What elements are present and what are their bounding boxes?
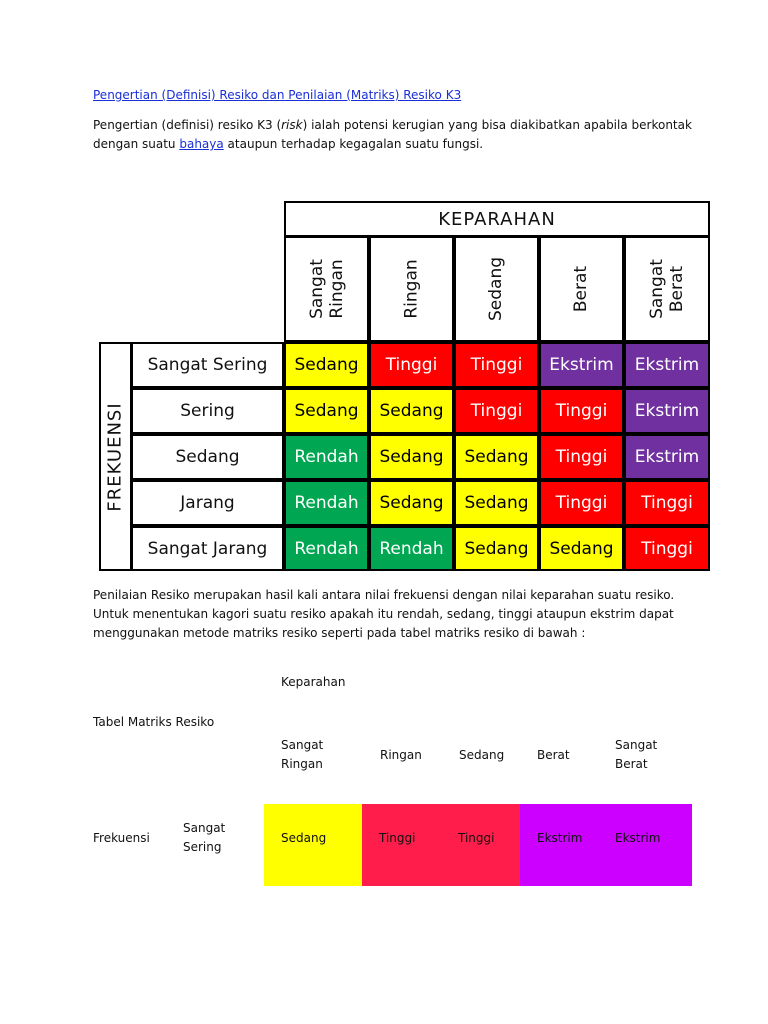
frekuensi-header [99, 342, 132, 571]
frequency-row-label: Sedang [131, 434, 284, 480]
risk-italic: risk [281, 118, 303, 132]
intro-line-1: Pengertian (definisi) resiko K3 (risk) ialah potensi kerugian yang bisa diakibatkan apabila berkontak [93, 118, 692, 132]
keparahan-header: KEPARAHAN [284, 201, 710, 237]
small-risk-cell [264, 804, 362, 886]
severity-column-label: Sangat Ringan [306, 259, 347, 319]
small-risk-cell [598, 804, 692, 886]
severity-column-header [624, 236, 710, 342]
risk-cell: Sedang [454, 434, 539, 480]
risk-cell: Rendah [284, 480, 369, 526]
small-table-title: Tabel Matriks Resiko [93, 715, 215, 729]
risk-cell: Sedang [454, 526, 539, 571]
small-keparahan-label: Keparahan [281, 675, 346, 689]
severity-column-label: Ringan [401, 259, 422, 319]
risk-cell: Sedang [369, 480, 454, 526]
risk-cell: Tinggi [539, 388, 624, 434]
frekuensi-label: FREKUENSI [104, 401, 126, 512]
small-risk-cell-label: Ekstrim [615, 831, 661, 845]
small-column-header: Sangat Berat [615, 738, 658, 771]
risk-cell: Sedang [454, 480, 539, 526]
small-risk-cell [441, 804, 520, 886]
small-risk-cell [520, 804, 598, 886]
frequency-row-label: Sering [131, 388, 284, 434]
risk-cell: Sedang [539, 526, 624, 571]
small-risk-cell-label: Tinggi [379, 831, 416, 845]
small-column-header: Ringan [380, 748, 422, 762]
assessment-line: menggunakan metode matriks resiko seperti pada tabel matriks resiko di bawah : [93, 626, 586, 640]
small-risk-cell [362, 804, 441, 886]
severity-column-label: Berat [571, 265, 592, 313]
assessment-line: Penilaian Resiko merupakan hasil kali antara nilai frekuensi dengan nilai keparahan suatu resiko. [93, 588, 675, 602]
assessment-line: Untuk menentukan kagori suatu resiko apakah itu rendah, sedang, tinggi ataupun ekstrim dapat [93, 607, 674, 621]
bahaya-link[interactable]: bahaya [179, 137, 224, 151]
risk-cell: Ekstrim [539, 342, 624, 388]
small-row-label: Sangat Sering [183, 821, 226, 854]
small-risk-cell-label: Tinggi [458, 831, 495, 845]
risk-cell: Rendah [284, 434, 369, 480]
severity-column-label: Sangat Berat [646, 259, 687, 319]
risk-cell: Rendah [284, 526, 369, 571]
intro-line-2: dengan suatu bahaya ataupun terhadap kegagalan suatu fungsi. [93, 137, 484, 151]
frequency-row-label: Sangat Jarang [131, 526, 284, 571]
risk-cell: Tinggi [454, 342, 539, 388]
small-frekuensi-label: Frekuensi [93, 831, 150, 845]
frequency-row-label: Jarang [131, 480, 284, 526]
intro-paragraph [93, 116, 693, 154]
small-column-header: Sangat Ringan [281, 738, 324, 771]
assessment-paragraph [93, 586, 713, 643]
severity-column-label: Sedang [486, 256, 507, 322]
risk-cell: Ekstrim [624, 342, 710, 388]
risk-cell: Ekstrim [624, 388, 710, 434]
risk-cell: Tinggi [539, 434, 624, 480]
severity-column-header [369, 236, 454, 342]
small-risk-cell-label: Sedang [281, 831, 327, 845]
risk-cell: Tinggi [454, 388, 539, 434]
small-column-header: Berat [537, 748, 570, 762]
risk-cell: Ekstrim [624, 434, 710, 480]
risk-cell: Sedang [284, 388, 369, 434]
risk-cell: Tinggi [539, 480, 624, 526]
risk-cell: Sedang [369, 434, 454, 480]
small-risk-cell-label: Ekstrim [537, 831, 583, 845]
risk-cell: Tinggi [624, 526, 710, 571]
risk-cell: Tinggi [369, 342, 454, 388]
risk-cell: Tinggi [624, 480, 710, 526]
severity-column-header [454, 236, 539, 342]
risk-cell: Sedang [284, 342, 369, 388]
heading-link[interactable]: Pengertian (Definisi) Resiko dan Penilaian (Matriks) Resiko K3 [93, 88, 462, 102]
small-column-header: Sedang [459, 748, 505, 762]
severity-column-header [284, 236, 369, 342]
risk-cell: Rendah [369, 526, 454, 571]
severity-column-header [539, 236, 624, 342]
frequency-row-label: Sangat Sering [131, 342, 284, 388]
risk-cell: Sedang [369, 388, 454, 434]
